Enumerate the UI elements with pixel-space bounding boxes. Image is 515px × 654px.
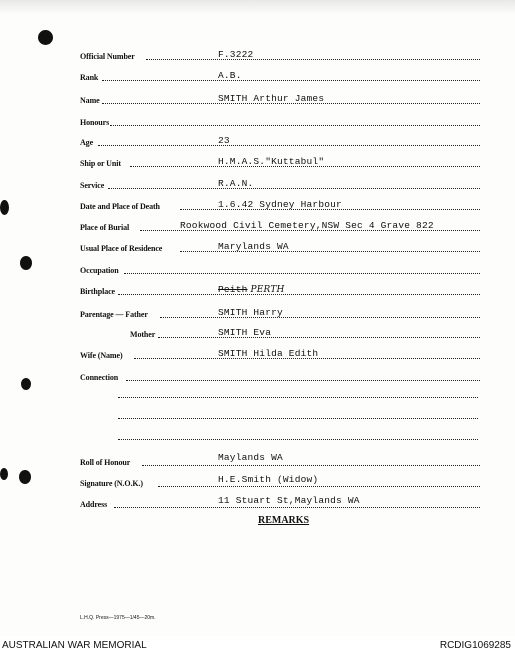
wife-label: Wife (Name) bbox=[80, 351, 123, 360]
roll-of-honour-value: Maylands WA bbox=[218, 452, 283, 463]
ship-row bbox=[80, 155, 480, 169]
death-row bbox=[80, 198, 480, 212]
punch-hole bbox=[20, 256, 32, 270]
official-number-label: Official Number bbox=[80, 52, 135, 61]
name-label: Name bbox=[80, 96, 100, 105]
residence-value: Marylands WA bbox=[218, 241, 289, 252]
birthplace-handwritten-correction: PERTH bbox=[250, 285, 285, 295]
dotted-line bbox=[142, 464, 480, 466]
dotted-line bbox=[102, 79, 480, 81]
birthplace-row bbox=[80, 283, 480, 297]
punch-hole bbox=[0, 200, 9, 215]
dotted-line bbox=[146, 58, 480, 60]
dotted-line bbox=[158, 336, 480, 338]
birthplace-value bbox=[218, 284, 285, 295]
official-number-value: F.3222 bbox=[218, 49, 254, 60]
mother-value: SMITH Eva bbox=[218, 327, 272, 338]
occupation-label: Occupation bbox=[80, 266, 119, 275]
wife-value: SMITH Hilda Edith bbox=[218, 348, 319, 359]
service-value: R.A.N. bbox=[218, 178, 254, 189]
dotted-line bbox=[110, 124, 480, 126]
roll-of-honour-row bbox=[80, 454, 480, 468]
punch-hole bbox=[21, 378, 31, 390]
form-print-code: L.H.Q. Press—1975—1/45—20m. bbox=[80, 615, 156, 621]
mother-label: Mother bbox=[130, 330, 156, 339]
connection-continuation-line bbox=[118, 396, 478, 398]
connection-label: Connection bbox=[80, 373, 119, 382]
birthplace-label: Birthplace bbox=[80, 287, 115, 296]
signature-value: H.E.Smith (Widow) bbox=[218, 474, 319, 485]
dotted-line bbox=[158, 485, 480, 487]
connection-continuation-line bbox=[118, 417, 478, 419]
punch-hole bbox=[38, 30, 53, 45]
mother-row bbox=[130, 326, 480, 340]
footer-record-id: RCDIG1069285 bbox=[439, 640, 511, 651]
burial-value: Rookwood Civil Cemetery,NSW Sec 4 Grave 822 bbox=[180, 220, 434, 231]
dotted-line bbox=[160, 316, 480, 318]
connection-continuation-line bbox=[118, 438, 478, 440]
page-top-edge bbox=[0, 0, 515, 14]
remarks-heading: REMARKS bbox=[258, 515, 310, 526]
rank-row bbox=[80, 69, 480, 83]
dotted-line bbox=[124, 272, 480, 274]
residence-label: Usual Place of Residence bbox=[80, 244, 163, 253]
punch-hole bbox=[0, 468, 8, 480]
address-label: Address bbox=[80, 500, 108, 509]
address-row bbox=[80, 496, 480, 510]
punch-hole bbox=[19, 470, 31, 484]
rank-label: Rank bbox=[80, 73, 99, 82]
archive-footer bbox=[0, 636, 515, 654]
age-label: Age bbox=[80, 138, 94, 147]
occupation-row bbox=[80, 262, 480, 276]
service-row bbox=[80, 177, 480, 191]
service-label: Service bbox=[80, 181, 105, 190]
name-value: SMITH Arthur James bbox=[218, 93, 325, 104]
dotted-line bbox=[118, 293, 480, 295]
father-label: Parentage — Father bbox=[80, 310, 148, 319]
burial-label: Place of Burial bbox=[80, 223, 130, 232]
rank-value: A.B. bbox=[218, 70, 242, 81]
roll-of-honour-label: Roll of Honour bbox=[80, 458, 131, 467]
age-value: 23 bbox=[218, 135, 230, 146]
age-row bbox=[80, 134, 480, 148]
footer-institution: AUSTRALIAN WAR MEMORIAL bbox=[2, 640, 147, 651]
dotted-line bbox=[126, 379, 480, 381]
dotted-line bbox=[108, 187, 480, 189]
birthplace-typed-value: Peith bbox=[218, 284, 248, 295]
father-row bbox=[80, 306, 480, 320]
dotted-line bbox=[114, 506, 480, 508]
dotted-line bbox=[98, 144, 480, 146]
honours-label: Honours bbox=[80, 118, 110, 127]
signature-row bbox=[80, 475, 480, 489]
address-value: 11 Stuart St,Maylands WA bbox=[218, 495, 360, 506]
signature-label: Signature (N.O.K.) bbox=[80, 479, 143, 488]
wife-row bbox=[80, 347, 480, 361]
burial-row bbox=[80, 219, 480, 233]
official-number-row bbox=[80, 48, 480, 62]
death-label: Date and Place of Death bbox=[80, 202, 160, 211]
name-row bbox=[80, 92, 480, 106]
father-value: SMITH Harry bbox=[218, 307, 283, 318]
residence-row bbox=[80, 240, 480, 254]
connection-row bbox=[80, 369, 480, 383]
ship-value: H.M.A.S."Kuttabul" bbox=[218, 156, 325, 167]
ship-label: Ship or Unit bbox=[80, 159, 121, 168]
death-value: 1.6.42 Sydney Harbour bbox=[218, 199, 342, 210]
honours-row bbox=[80, 114, 480, 128]
